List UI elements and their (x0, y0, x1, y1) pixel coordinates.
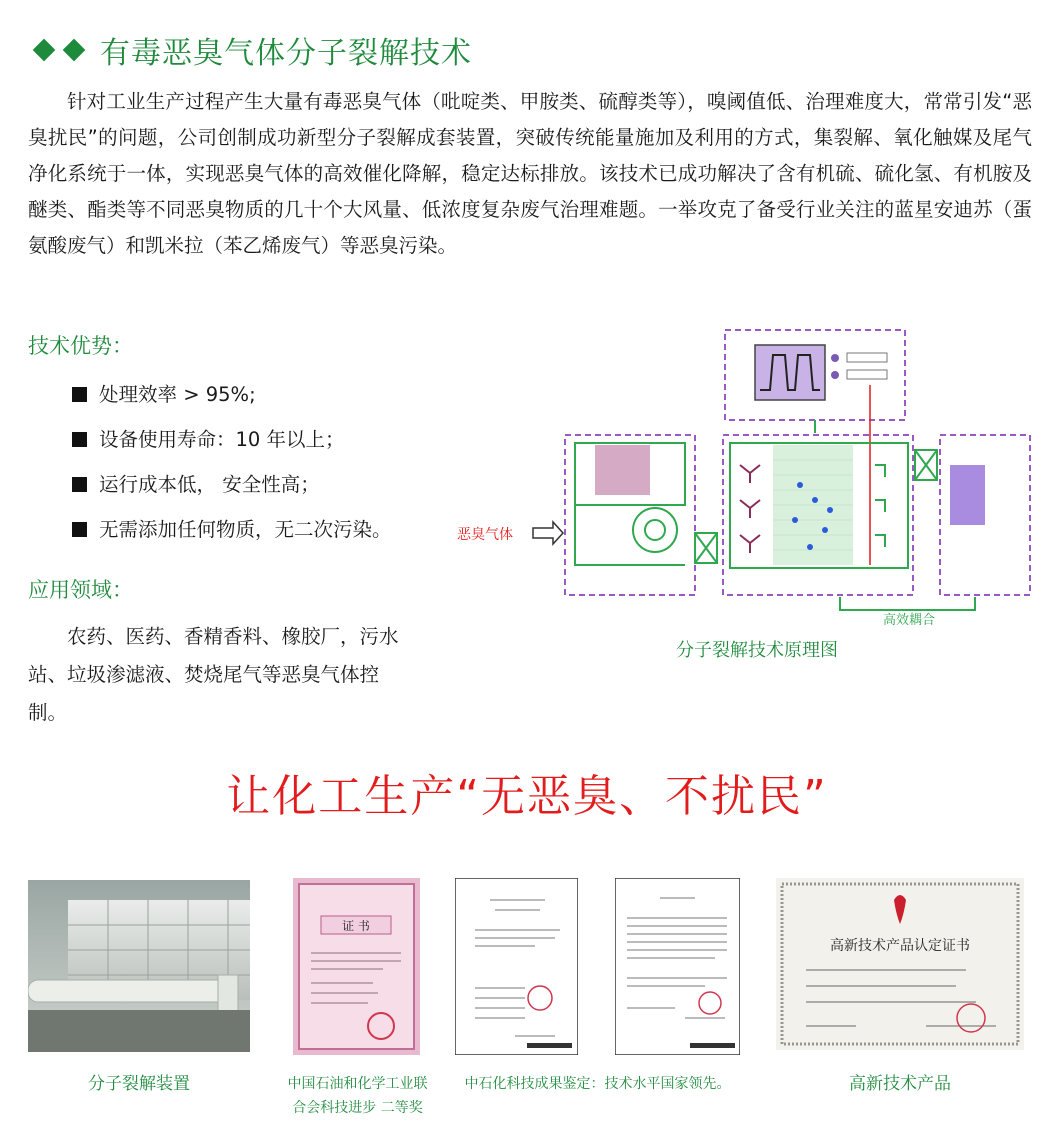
list-item: 处理效率 > 95%; (72, 372, 392, 417)
arrow-right-icon (533, 522, 563, 544)
fan-icon (633, 508, 677, 552)
caption-award: 中国石油和化学工业联 合会科技进步 二等奖 (287, 1076, 428, 1116)
advantages-title: 技术优势： (28, 334, 133, 358)
caption-hightech: 高新技术产品 (849, 1074, 951, 1094)
advantages-list (72, 372, 392, 552)
knob-icon (831, 354, 839, 362)
square-bullet-icon (72, 477, 87, 492)
appraisal-document-photo-2 (615, 878, 740, 1055)
coupling-label: 高效耦合 (883, 613, 936, 628)
page-title: 有毒恶臭气体分子裂解技术 (100, 36, 472, 71)
diamond-bullets-icon (32, 42, 86, 58)
square-bullet-icon (72, 522, 87, 537)
list-item: 设备使用寿命：10 年以上； (72, 417, 392, 462)
filter-block (595, 445, 650, 495)
equipment-photo (28, 880, 250, 1052)
knob-icon (831, 371, 839, 379)
diagram-caption: 分子裂解技术原理图 (676, 640, 838, 661)
applications-text: 农药、医药、香精香料、橡胶厂，污水站、垃圾渗滤液、焚烧尾气等恶臭气体控制。 (28, 625, 399, 724)
oscilloscope-screen (755, 345, 825, 400)
list-item: 运行成本低， 安全性高； (72, 462, 392, 507)
appraisal-document-photo (455, 878, 578, 1055)
certificate-photo (293, 878, 420, 1055)
coupling-bracket (840, 597, 975, 610)
display-slot (847, 353, 887, 362)
intro-paragraph: 针对工业生产过程产生大量有毒恶臭气体（吡啶类、甲胺类、硫醇类等），嗅阈值低、治理难度大，常常引发“恶臭扰民”的问题，公司创制成功新型分子裂解成套装置，突破传统能量施加及利用的方式，集裂解、氧化触媒及尾气净化系统于一体，实现恶臭气体的高效催化降解，稳定达标排放。该技术已成功解决了含有机硫、硫化氢、有机胺及醚类、酯类等不同恶臭物质的几十个大风量、低浓度复杂废气治理难题。一举攻克了备受行业关注的蓝星安迪苏（蛋氨酸废气）和凯米拉（苯乙烯废气）等恶臭污染。 (28, 90, 1032, 257)
caption-appraisal: 中石化科技成果鉴定：技术水平国家领先。 (464, 1076, 731, 1092)
principle-diagram (455, 325, 1035, 630)
section-heading (32, 28, 472, 72)
square-bullet-icon (72, 432, 87, 447)
applications-title: 应用领域： (28, 578, 133, 602)
list-item: 无需添加任何物质，无二次污染。 (72, 507, 392, 552)
purifier-block (950, 465, 985, 525)
caption-equipment: 分子裂解装置 (88, 1074, 190, 1094)
slogan: 让化工生产“无恶臭、不扰民” (226, 771, 828, 822)
hightech-certificate-photo (776, 878, 1024, 1050)
input-gas-label: 恶臭气体 (457, 527, 513, 543)
square-bullet-icon (72, 387, 87, 402)
certificate-title: 证 书 (342, 919, 370, 933)
hightech-cert-title: 高新技术产品认定证书 (830, 938, 970, 954)
display-slot (847, 370, 887, 379)
